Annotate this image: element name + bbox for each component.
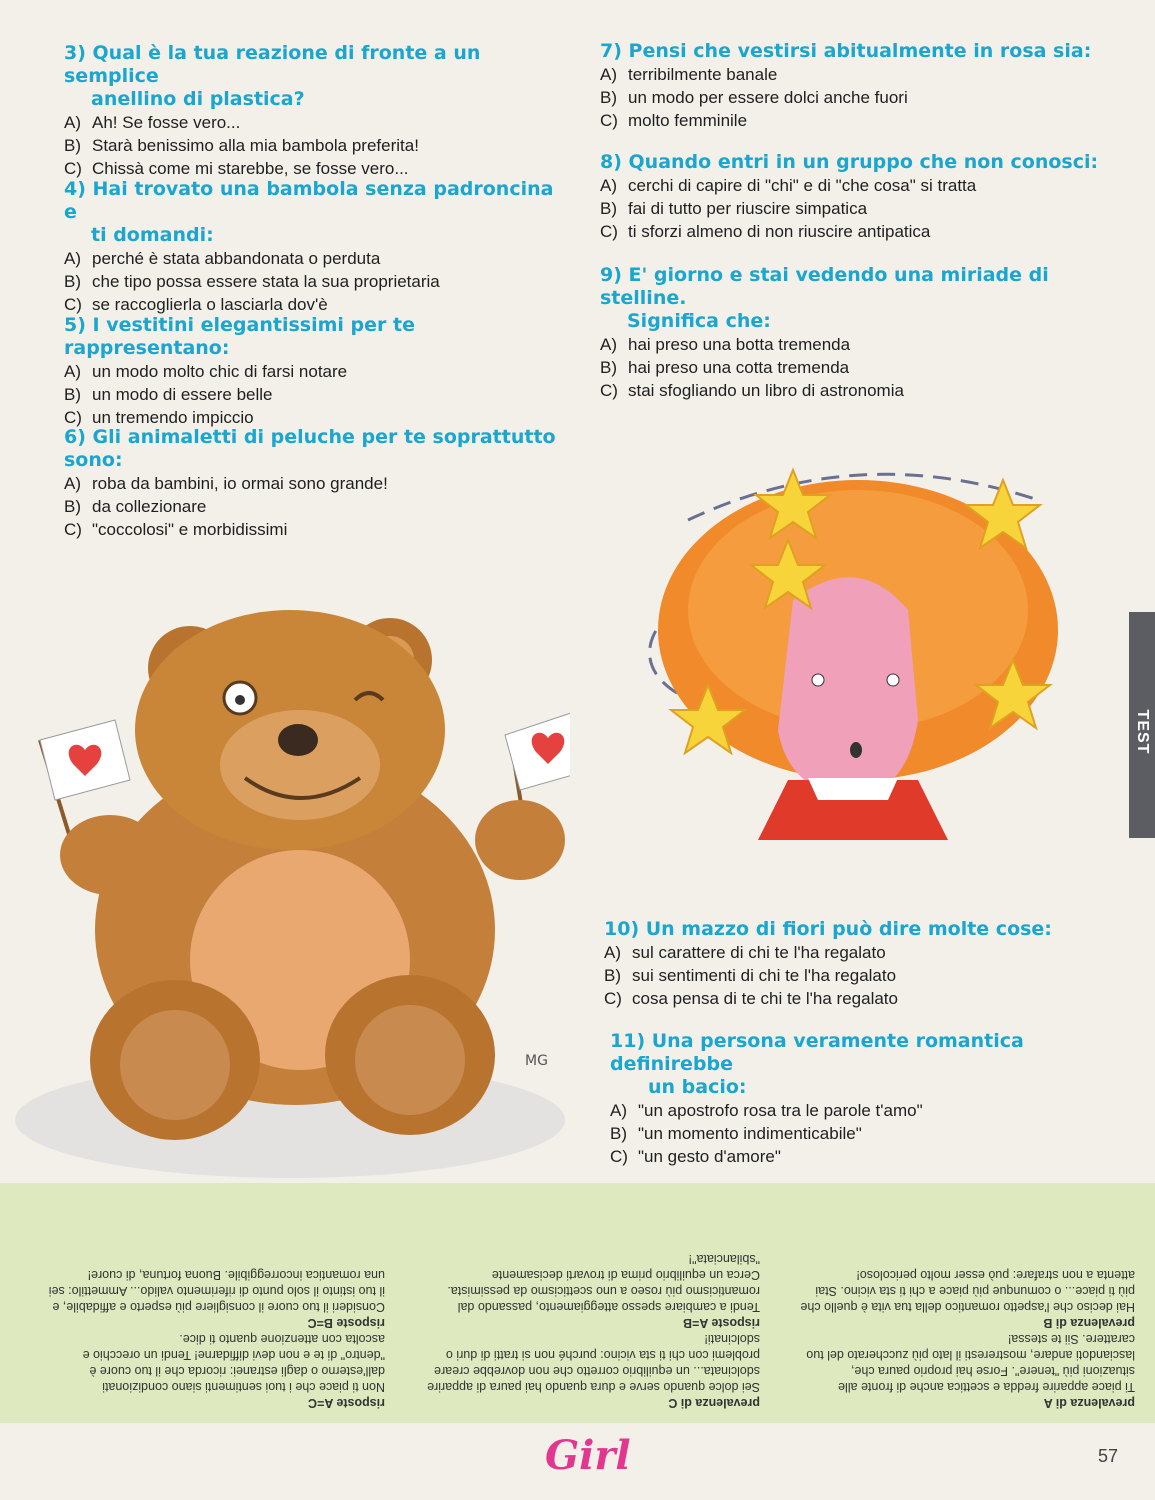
page-number: 57 xyxy=(1098,1446,1119,1466)
option-a: A) roba da bambini, io ormai sono grande! xyxy=(64,474,388,493)
option-c: C) un tremendo impiccio xyxy=(64,408,254,427)
question-title: 8) Quando entri in un gruppo che non conosci: xyxy=(600,151,1099,173)
option-b: B) Starà benissimo alla mia bambola preferita! xyxy=(64,136,419,155)
option-c: C) se raccoglierla o lasciarla dov'è xyxy=(64,295,328,314)
question-title: 5) I vestitini elegantissimi per te rappresentano: xyxy=(64,314,415,359)
question-10 xyxy=(604,918,1124,1010)
option-c: C) stai sfogliando un libro di astronomia xyxy=(600,381,904,400)
question-11 xyxy=(610,1030,1130,1168)
answers-column: prevalenza di C Sei dolce quando serve e dura quando hai paura di apparire sdolcinata... un equilibrio corretto che non dovrebbe creare problemi con chi ti sta vicino: purché non si tratti di duri o sdolcinati! risposte A=B Tendi a cambiare spesso atteggiamento, passando dal romanticismo più roseo a uno scetticismo da pessimista. Cerca un equilibrio prima di trovarti decisamente "sbilanciata"! xyxy=(427,1252,760,1410)
option-a: A) terribilmente banale xyxy=(600,65,778,84)
option-a: A) Ah! Se fosse vero... xyxy=(64,113,241,132)
section-tab: TEST xyxy=(1129,612,1155,838)
option-a: A) "un apostrofo rosa tra le parole t'amo" xyxy=(610,1101,923,1120)
question-6 xyxy=(64,426,584,541)
option-b: B) sui sentimenti di chi te l'ha regalato xyxy=(604,966,897,985)
answers-column: prevalenza di A Ti piace apparire fredda e scettica anche di fronte alle situazioni più "tenere". Forse hai proprio paura che, lasciandoti andare, mostreresti il lato più zuccherato del tuo carattere. Sii te stessa! prevalenza di B Hai deciso che l'aspetto romantico della tua vita è quello che più ti piace... o comunque più piace a chi ti sta vicino. Stai attenta a non strafare: può esser molto pericoloso! xyxy=(800,1268,1135,1410)
question-title: 6) Gli animaletti di peluche per te soprattutto sono: xyxy=(64,426,556,471)
answers-column: risposte A=C Non ti piace che i tuoi sentimenti siano condizionati dall'esterno o dagli estranei: ricorda che il tuo cuore è "dentro" di te e non devi diffidarne! Tendi un orecchio e ascolta con attenzione quanto ti dice. risposte B=C Consideri il tuo cuore il consigliere più esperto e affidabile, e il tuo istinto il solo punto di riferimento valido... Ammettilo: sei una romantica incorreggibile. Buona fortuna, di cuore! xyxy=(48,1268,385,1410)
question-4 xyxy=(64,178,564,316)
question-7 xyxy=(600,40,1120,132)
option-b: B) un modo di essere belle xyxy=(64,385,273,404)
option-c: C) molto femminile xyxy=(600,111,748,130)
option-c: C) cosa pensa di te chi te l'ha regalato xyxy=(604,989,898,1008)
question-8 xyxy=(600,151,1120,243)
question-3 xyxy=(64,42,564,180)
option-b: B) che tipo possa essere stata la sua proprietaria xyxy=(64,272,440,291)
artist-signature: MG xyxy=(525,1053,548,1069)
girl-stars-illustration xyxy=(618,460,1128,850)
option-a: A) cerchi di capire di "chi" e di "che cosa" si tratta xyxy=(600,176,977,195)
option-b: B) da collezionare xyxy=(64,497,207,516)
question-title: 11) Una persona veramente romantica definirebbe un bacio: xyxy=(610,1030,1024,1098)
option-a: A) un modo molto chic di farsi notare xyxy=(64,362,348,381)
question-5 xyxy=(64,314,574,429)
option-a: A) perché è stata abbandonata o perduta xyxy=(64,249,381,268)
option-c: C) Chissà come mi starebbe, se fosse vero... xyxy=(64,159,409,178)
question-title: 3) Qual è la tua reazione di fronte a un semplice anellino di plastica? xyxy=(64,42,481,110)
option-b: B) un modo per essere dolci anche fuori xyxy=(600,88,908,107)
option-c: C) "un gesto d'amore" xyxy=(610,1147,781,1166)
magazine-logo: Girl xyxy=(545,1432,631,1479)
option-c: C) ti sforzi almeno di non riuscire antipatica xyxy=(600,222,931,241)
teddy-bear-illustration xyxy=(0,600,570,1190)
option-c: C) "coccolosi" e morbidissimi xyxy=(64,520,288,539)
option-a: A) sul carattere di chi te l'ha regalato xyxy=(604,943,886,962)
option-b: B) fai di tutto per riuscire simpatica xyxy=(600,199,868,218)
question-title: 7) Pensi che vestirsi abitualmente in rosa sia: xyxy=(600,40,1092,62)
option-b: B) hai preso una cotta tremenda xyxy=(600,358,850,377)
option-a: A) hai preso una botta tremenda xyxy=(600,335,851,354)
question-title: 4) Hai trovato una bambola senza padroncina e ti domandi: xyxy=(64,178,554,246)
option-b: B) "un momento indimenticabile" xyxy=(610,1124,862,1143)
answers-box xyxy=(0,1183,1155,1423)
question-title: 9) E' giorno e stai vedendo una miriade di stelline. Significa che: xyxy=(600,264,1049,332)
question-9 xyxy=(600,264,1130,402)
question-title: 10) Un mazzo di fiori può dire molte cose: xyxy=(604,918,1052,940)
